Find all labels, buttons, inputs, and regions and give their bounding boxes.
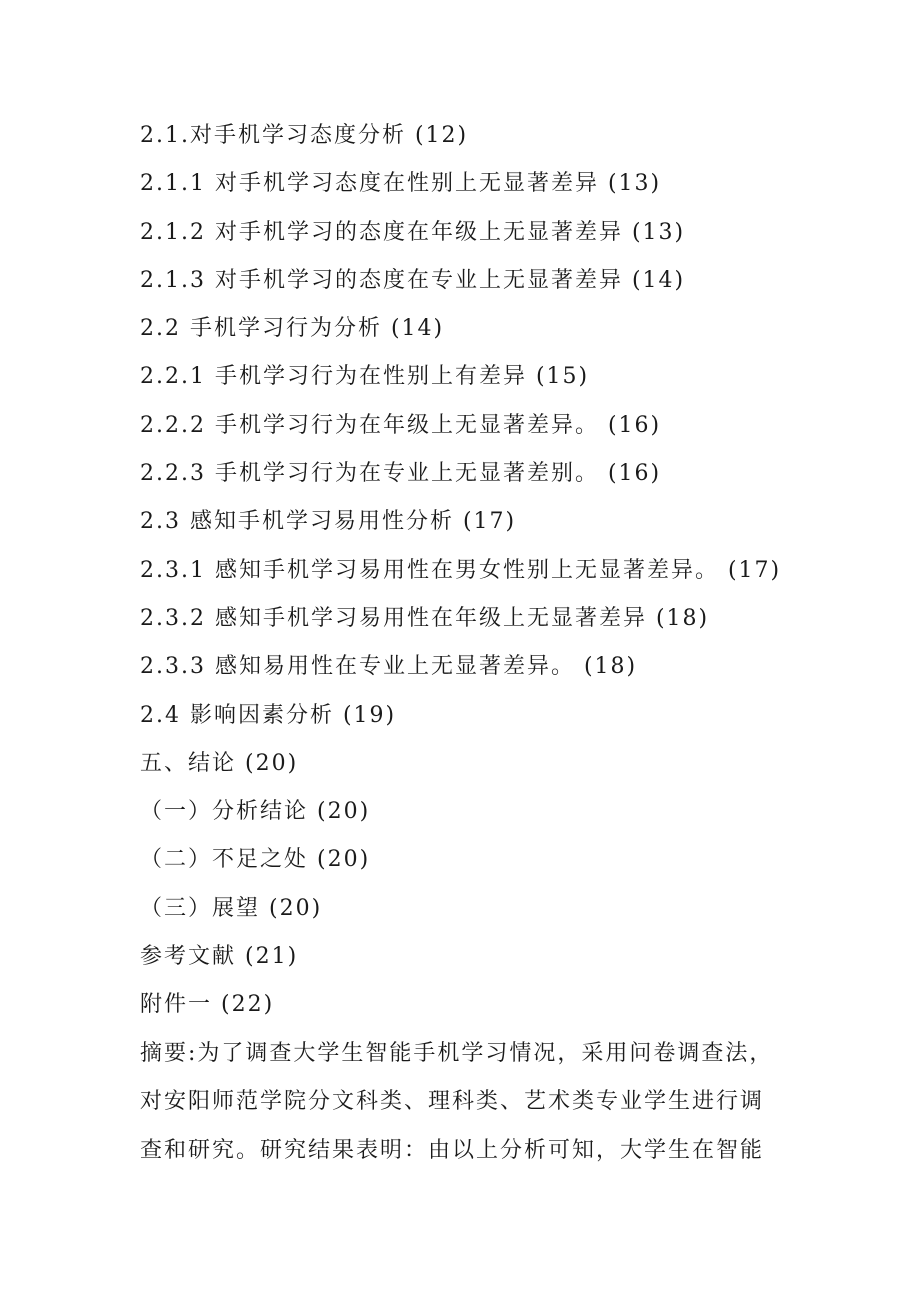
toc-entry: 2.2 手机学习行为分析 (14) [140,316,445,342]
toc-entry: 2.1.2 对手机学习的态度在年级上无显著差异 (13) [140,219,686,245]
toc-entry: 五、结论 (20) [140,750,299,776]
abstract-line: 对安阳师范学院分文科类、理科类、艺术类专业学生进行调 [140,1089,765,1115]
toc-entry: 2.2.1 手机学习行为在性别上有差异 (15) [140,364,590,390]
toc-entry: 2.4 影响因素分析 (19) [140,702,397,728]
toc-entry: 2.1.1 对手机学习态度在性别上无显著差异 (13) [140,171,662,197]
toc-entry: 2.2.3 手机学习行为在专业上无显著差别。 (16) [140,461,662,487]
toc-entry: 参考文献 (21) [140,944,299,970]
abstract-line: 查和研究。研究结果表明：由以上分析可知，大学生在智能 [140,1137,765,1163]
abstract-paragraph [140,1030,820,1175]
toc-entry: 2.3.2 感知手机学习易用性在年级上无显著差异 (18) [140,605,710,631]
toc-entry: 2.3.1 感知手机学习易用性在男女性别上无显著差异。 (17) [140,557,782,583]
toc-entry: 附件一 (22) [140,992,275,1018]
toc-entry: 2.3.3 感知易用性在专业上无显著差异。 (18) [140,654,638,680]
toc-entry: 2.1.对手机学习态度分析 (12) [140,123,469,148]
toc-entry: 2.1.3 对手机学习的态度在专业上无显著差异 (14) [140,267,686,293]
toc-entry: 2.2.2 手机学习行为在年级上无显著差异。 (16) [140,412,662,438]
toc-entry: （一）分析结论 (20) [140,799,371,825]
toc-entry: （二）不足之处 (20) [140,847,371,873]
toc-entry: 2.3 感知手机学习易用性分析 (17) [140,509,517,535]
table-of-contents [140,112,820,1030]
abstract-line: 摘要:为了调查大学生智能手机学习情况，采用问卷调查法， [140,1041,774,1066]
toc-entry: （三）展望 (20) [140,895,323,921]
